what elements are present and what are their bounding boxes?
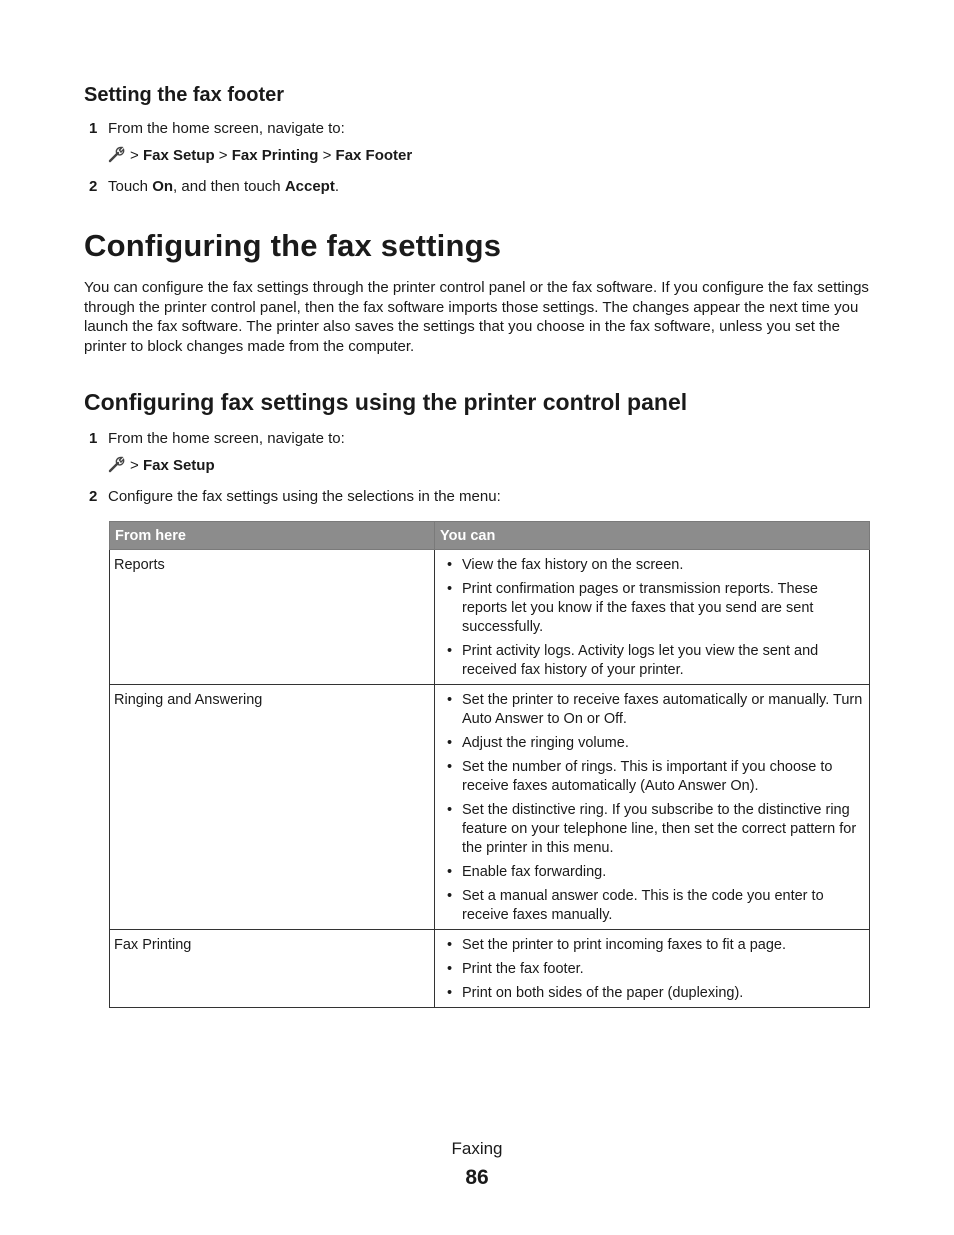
section-heading-control-panel: Configuring fax settings using the printer control panel	[84, 389, 688, 415]
list-item: • Set the distinctive ring. If you subscribe to the distinctive ring feature on your telephone line, then set the correct pattern for the printer in this menu.	[439, 801, 865, 858]
path-fax-footer: Fax Footer	[335, 147, 413, 164]
list-item: • Set a manual answer code. This is the code you enter to receive faxes manually.	[439, 887, 865, 925]
row-label-fax-printing: Fax Printing	[110, 930, 435, 1008]
table-header-row	[110, 522, 870, 550]
column-header-you-can: You can	[435, 522, 870, 550]
path-separator: >	[130, 457, 139, 474]
step-number: 2	[89, 178, 98, 195]
footer-chapter-label: Faxing	[451, 1139, 503, 1158]
section-heading-fax-footer: Setting the fax footer	[84, 84, 285, 106]
path-separator: >	[218, 147, 228, 164]
list-item: • Enable fax forwarding.	[439, 863, 865, 882]
step-text: Configure the fax settings using the selections in the menu:	[108, 488, 501, 505]
page-title: Configuring the fax settings	[84, 228, 502, 263]
intro-paragraph: You can configure the fax settings through the printer control panel or the fax software. If you configure the fax settings through the printer control panel, then the fax software imports those settings. The changes appear the next time you launch the fax software. The printer also saves the settings that you choose in the fax software, unless you set the printer to block changes made from the computer.	[84, 279, 869, 355]
step-text	[108, 177, 339, 197]
list-item: • Set the printer to print incoming faxes to fit a page.	[439, 936, 865, 955]
column-header-from-here: From here	[110, 522, 435, 550]
list-item: • Print the fax footer.	[439, 960, 865, 979]
path-separator: >	[130, 147, 139, 164]
step-text: From the home screen, navigate to:	[108, 120, 345, 137]
list-item: • Set the printer to receive faxes automatically or manually. Turn Auto Answer to On or Off.	[439, 691, 865, 729]
list-item: • Print activity logs. Activity logs let you view the sent and received fax history of your printer.	[439, 642, 865, 680]
list-item: • Set the number of rings. This is important if you choose to receive faxes automatically (Auto Answer On).	[439, 758, 865, 796]
text-fragment: , and then touch	[173, 178, 285, 195]
table-row	[110, 685, 870, 930]
page-number: 86	[465, 1166, 489, 1189]
path-fax-printing: Fax Printing	[231, 147, 319, 164]
step-number: 1	[89, 120, 98, 137]
path-separator: >	[322, 147, 332, 164]
wrench-icon	[108, 146, 127, 169]
row-actions	[435, 550, 870, 685]
list-item: • Adjust the ringing volume.	[439, 734, 865, 753]
row-label-ringing-answering: Ringing and Answering	[110, 685, 435, 930]
path-fax-setup: Fax Setup	[142, 457, 215, 474]
step-number: 2	[89, 488, 98, 505]
on-option: On	[152, 178, 174, 195]
accept-option: Accept	[284, 178, 335, 195]
table-row	[110, 930, 870, 1008]
list-item: • View the fax history on the screen.	[439, 556, 865, 575]
list-item: • Print confirmation pages or transmission reports. These reports let you know if the faxes that you send are sent successfully.	[439, 580, 865, 637]
row-actions	[435, 930, 870, 1008]
wrench-icon	[108, 456, 127, 479]
navigation-path	[108, 456, 215, 479]
row-actions	[435, 685, 870, 930]
navigation-path	[108, 146, 412, 169]
row-label-reports: Reports	[110, 550, 435, 685]
table-row	[110, 550, 870, 685]
list-item: • Print on both sides of the paper (duplexing).	[439, 984, 865, 1003]
text-fragment: Touch	[108, 178, 153, 195]
step-text: From the home screen, navigate to:	[108, 430, 345, 447]
text-fragment: .	[334, 178, 340, 195]
step-number: 1	[89, 430, 98, 447]
fax-settings-table	[109, 521, 870, 1008]
path-fax-setup: Fax Setup	[142, 147, 215, 164]
